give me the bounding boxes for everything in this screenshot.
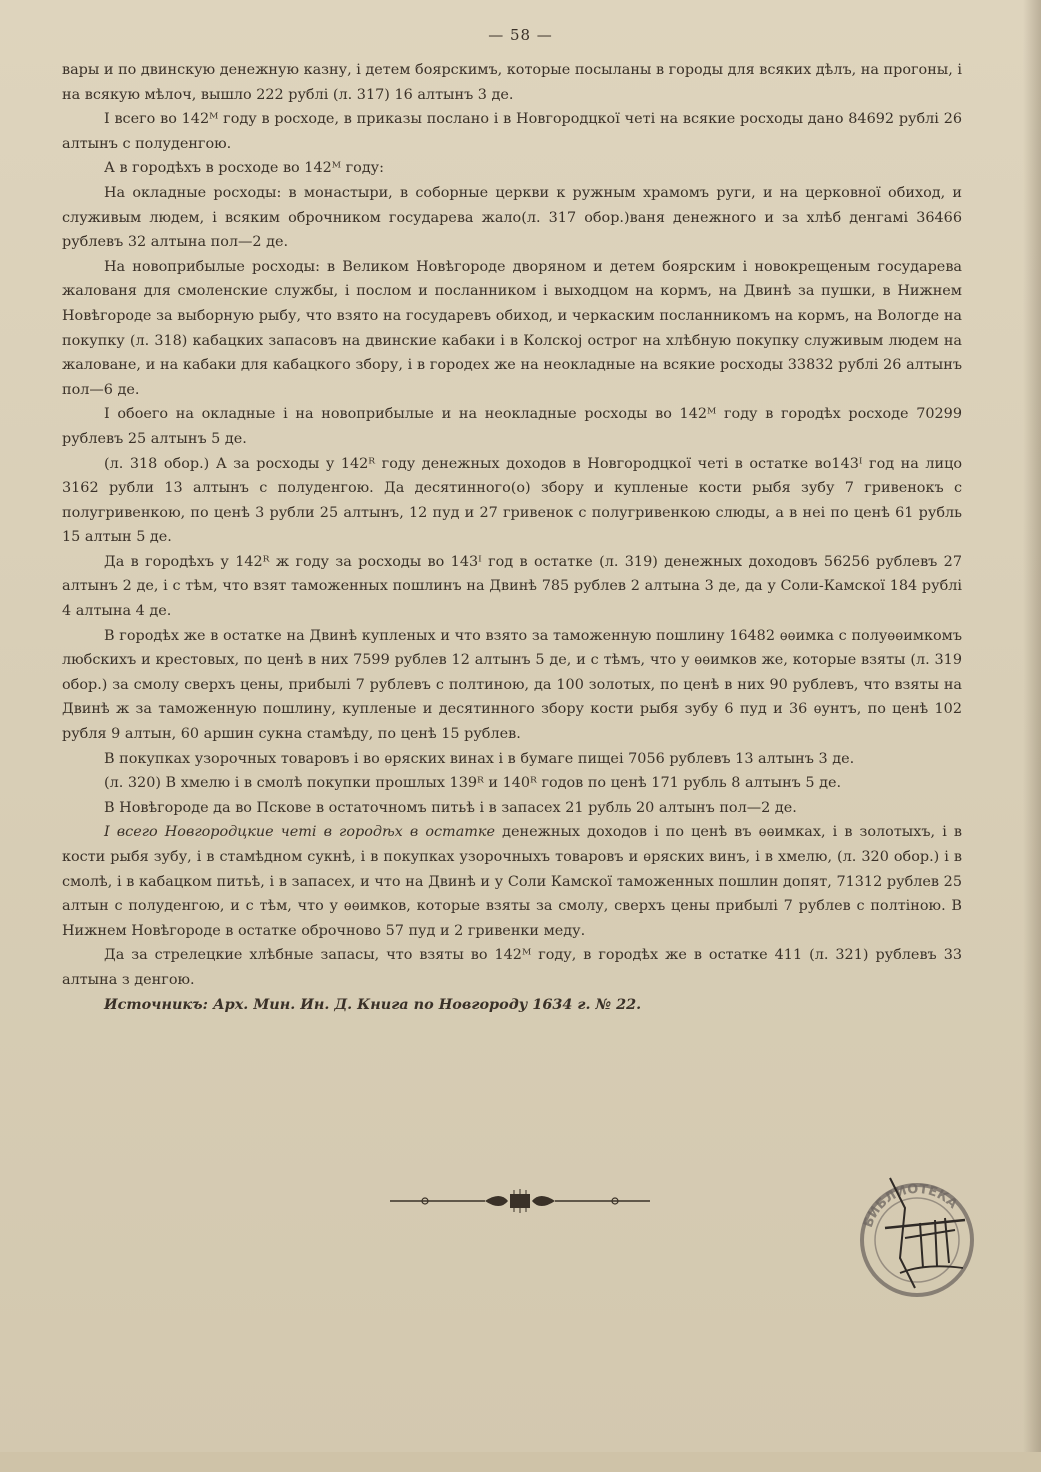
paragraph: Да за стрелецкие хлѣбные запасы, что взяты во 142ᴹ году, в городѣх же в остатке 411 (л. 321) рублевъ 33 алтына з денгою.	[62, 947, 962, 988]
paragraph: I обоего на окладные і на новоприбылые и на неокладные росходы во 142ᴹ году в городѣх росходе 70299 рублевъ 25 алтынъ 5 де.	[62, 406, 962, 447]
paragraph: В городѣх же в остатке на Двинѣ купленых и что взято за таможенную пошлину 16482 ѳѳимка с полуѳѳимкомъ любскихъ и крестовых, по ценѣ в них 7599 рублев 12 алтынъ 5 де, и с тѣмъ, что у ѳѳимков же, которые взяты (л. 319 обор.) за смолу сверхъ цены, прибылі 7 рублевъ с полтиною, да 100 золотых, по ценѣ в них 90 рублевъ, что взяты на Двинѣ ж за таможенную пошлину, купленые и десятинного збору кости рыбя зубу 6 пуд и 36 ѳунтъ, по ценѣ 102 рубля 9 алтын, 60 аршин сукна стамѣду, по ценѣ 15 рублев.	[62, 627, 962, 743]
page-spine-shadow	[1023, 0, 1041, 1472]
paragraph: вары и по двинскую денежную казну, і детем боярскимъ, которые посыланы в городы для всяких дѣлъ, на прогоны, і на всякую мѣлоч, вышло 222 рублі (л. 317) 16 алтынъ 3 де.	[62, 62, 962, 103]
ornament-divider	[390, 1186, 650, 1216]
italic-lead: I всего Новгородцкие четі в городѣх в остатке	[104, 824, 496, 841]
paragraph: В покупках узорочных товаровъ і во ѳряских винах і в бумаге пищеі 7056 рублевъ 13 алтынъ 3 де.	[104, 750, 855, 767]
paragraph: Да в городѣхъ у 142ᴿ ж году за росходы во 143ᴵ год в остатке (л. 319) денежных доходовъ 56256 рублевъ 27 алтынъ 2 де, і с тѣм, что взят таможенных пошлинъ на Двинѣ 785 рублев 2 алтына 3 де, да у Соли-Камскої 184 рублі 4 алтына 4 де.	[62, 553, 962, 620]
stamp-text: БИБЛИОТЕКА	[860, 1181, 961, 1230]
paragraph: В Новѣгороде да во Пскове в остаточномъ питьѣ і в запасех 21 рубль 20 алтынъ пол—2 де.	[104, 799, 797, 816]
paragraph: I всего во 142ᴹ году в росходе, в приказы послано і в Новгородцкої четі на всякие росходы дано 84692 рублі 26 алтынъ с полуденгою.	[62, 111, 962, 152]
paragraph-continuation: денежных доходов і по ценѣ въ ѳѳимках, і в золотыхъ, і в кости рыбя зубу, і в стамѣдном сукнѣ, і в покупках узорочныхъ товаровъ и ѳряских винъ, і в хмелю, (л. 320 обор.) і в смолѣ, і в кабацком питьѣ, і в запасех, и что на Двинѣ и у Соли Камскої таможенных пошлин допят, 71312 рублев 25 алтын с полуденгою, и с тѣм, что у ѳѳимков, которые взяты за смолу, сверхъ цены прибылі 7 рублев с полтіною. В Нижнем Новѣгороде в остатке оброчново 57 пуд и 2 гривенки меду.	[62, 824, 962, 939]
library-stamp	[845, 1168, 985, 1308]
paragraph: (л. 320) В хмелю і в смолѣ покупки прошлых 139ᴿ и 140ᴿ годов по ценѣ 171 рубль 8 алтынъ 5 де.	[104, 775, 842, 792]
page-number: — 58 —	[488, 26, 553, 44]
source-citation: Источникъ: Арх. Мин. Ин. Д. Книга по Новгороду 1634 г. № 22.	[104, 995, 642, 1013]
paragraph	[62, 820, 962, 943]
paragraph: А в городѣхъ в росходе во 142ᴹ году:	[104, 160, 384, 177]
page-bottom-edge	[0, 1452, 1041, 1472]
body-text	[62, 58, 962, 1017]
paragraph: (л. 318 обор.) А за росходы у 142ᴿ году денежных доходов в Новгородцкої четі в остатке во143ᴵ год на лицо 3162 рубли 13 алтынъ с полуденгою. Да десятинного(о) збору и купленые кости рыбя зубу 7 гривенокъ с полугривенкою, по ценѣ 3 рубли 25 алтынъ, 12 пуд и 27 гривенок с полугривенкою слюды, а в неі по ценѣ 61 рубль 15 алтын 5 де.	[62, 455, 962, 546]
paragraph: На окладные росходы: в монастыри, в соборные церкви к ружным храмомъ руги, и на церковної обиход, и служивым людем, і всяким оброчником государева жало(л. 317 обор.)ваня денежного и за хлѣб денгамі 36466 рублевъ 32 алтына пол—2 де.	[62, 184, 962, 251]
paragraph: На новоприбылые росходы: в Великом Новѣгороде дворяном и детем боярским і новокрещеным государева жалованя для смоленские службы, і послом и посланником і выходцом на кормъ, на Двинѣ за пушки, в Нижнем Новѣгороде за выборную рыбу, что взято на государевъ обиход, и черкаским посланникомъ на кормъ, на Вологде на покупку (л. 318) кабацких запасовъ на двинские кабаки і в Колској острог на хлѣбную покупку служивым людем на жаловане, и на кабаки для кабацкого збору, і в городех же на неокладные на всякие росходы 33832 рублі 26 алтынъ пол—6 де.	[62, 258, 962, 398]
